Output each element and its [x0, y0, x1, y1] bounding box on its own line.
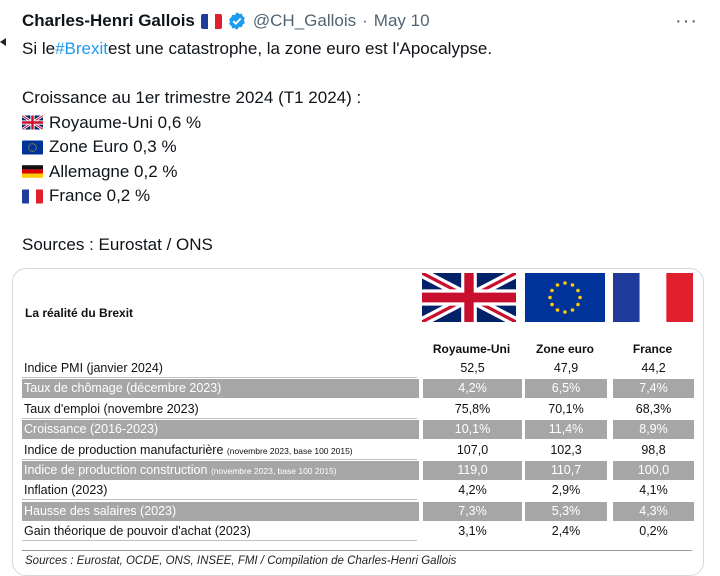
table-cell: 7,4% [613, 379, 694, 398]
table-row [22, 502, 694, 521]
column-header-eurozone: Zone euro [535, 342, 594, 356]
table-cell: 75,8% [454, 401, 491, 416]
table-row [22, 461, 694, 480]
table-row [22, 359, 694, 378]
row-label: Croissance (2016-2023) [22, 420, 419, 439]
reply-thread-mark-icon [0, 36, 6, 56]
table-row [22, 420, 694, 439]
verified-badge-icon [227, 11, 247, 31]
growth-heading: Croissance au 1er trimestre 2024 (T1 2024) : [22, 88, 362, 107]
attached-image-card[interactable] [12, 268, 704, 576]
growth-item-uk: Royaume-Uni 0,6 % [22, 111, 702, 136]
column-header-france: France [632, 342, 673, 356]
table-cell: 2,9% [551, 483, 581, 498]
germany-flag-icon [22, 164, 43, 179]
row-label: Inflation (2023) [22, 481, 417, 500]
row-label: Indice de production manufacturière (novembre 2023, base 100 2015) [22, 441, 417, 460]
more-options-icon[interactable]: ··· [675, 10, 698, 32]
table-cell: 0,2% [639, 524, 668, 539]
table-cell: 8,9% [613, 420, 694, 439]
row-label: Indice de production construction (novembre 2023, base 100 2015) [22, 461, 419, 480]
table-cell: 4,2% [423, 379, 522, 398]
table-row [22, 441, 694, 460]
table-cell: 102,3 [550, 442, 582, 457]
row-label: Taux de chômage (décembre 2023) [22, 379, 419, 398]
row-note: (novembre 2023, base 100 2015) [226, 445, 353, 456]
hashtag-link[interactable]: #Brexit [55, 39, 108, 58]
table-cell: 6,5% [525, 379, 607, 398]
uk-flag-icon [22, 115, 43, 130]
growth-item-germany: Allemagne 0,2 % [22, 160, 702, 185]
table-row [22, 379, 694, 398]
table-cell: 110,7 [525, 461, 607, 480]
tweet-header [22, 9, 430, 33]
table-cell: 68,3% [635, 401, 672, 416]
column-header-uk: Royaume-Uni [432, 342, 511, 356]
table-bottom-rule [22, 550, 692, 551]
table-title: La réalité du Brexit [25, 306, 134, 320]
table-row [22, 522, 694, 541]
table-cell: 47,9 [553, 361, 579, 375]
row-label: Hausse des salaires (2023) [22, 502, 419, 521]
table-cell: 2,4% [551, 524, 581, 539]
eu-flag-icon [525, 273, 605, 322]
table-cell: 4,3% [613, 502, 694, 521]
row-label: Gain théorique de pouvoir d'achat (2023) [22, 522, 417, 541]
table-cell: 10,1% [423, 420, 522, 439]
table-sources: Sources : Eurostat, OCDE, ONS, INSEE, FMI / Compilation de Charles-Henri Gallois [25, 555, 457, 567]
header-separator: · [362, 11, 368, 30]
row-note: (novembre 2023, base 100 2015) [210, 466, 337, 476]
row-label: Indice PMI (janvier 2024) [22, 359, 417, 378]
eu-flag-icon [22, 140, 43, 155]
table-cell: 119,0 [423, 461, 522, 480]
table-cell: 4,2% [458, 483, 487, 498]
author-name[interactable]: Charles-Henri Gallois [22, 11, 195, 30]
brexit-table [21, 269, 693, 575]
table-cell: 107,0 [456, 442, 489, 457]
row-label: Taux d'emploi (novembre 2023) [22, 400, 417, 419]
tweet-text [22, 37, 702, 258]
table-row [22, 400, 694, 419]
table-cell: 52,5 [460, 361, 485, 375]
tweet-intro-line: Si le #Brexit est une catastrophe, la zone euro est l'Apocalypse. [22, 37, 702, 62]
uk-flag-icon [422, 273, 516, 322]
table-cell: 3,1% [458, 524, 487, 539]
table-cell: 5,3% [525, 502, 607, 521]
growth-item-france: France 0,2 % [22, 184, 702, 209]
france-flag-icon [201, 14, 222, 29]
table-cell: 44,2 [641, 361, 666, 375]
table-cell: 7,3% [423, 502, 522, 521]
author-handle[interactable]: @CH_Gallois [252, 11, 357, 30]
table-row [22, 481, 694, 500]
table-cell: 70,1% [548, 401, 584, 416]
france-flag-icon [22, 189, 43, 204]
table-cell: 11,4% [525, 420, 607, 439]
table-cell: 98,8 [641, 442, 666, 457]
table-cell: 100,0 [613, 461, 694, 480]
france-flag-icon [613, 273, 693, 322]
sources-line: Sources : Eurostat / ONS [22, 235, 213, 254]
table-cell: 4,1% [639, 483, 668, 498]
growth-item-eurozone: Zone Euro 0,3 % [22, 135, 702, 160]
tweet-date[interactable]: May 10 [373, 11, 430, 30]
